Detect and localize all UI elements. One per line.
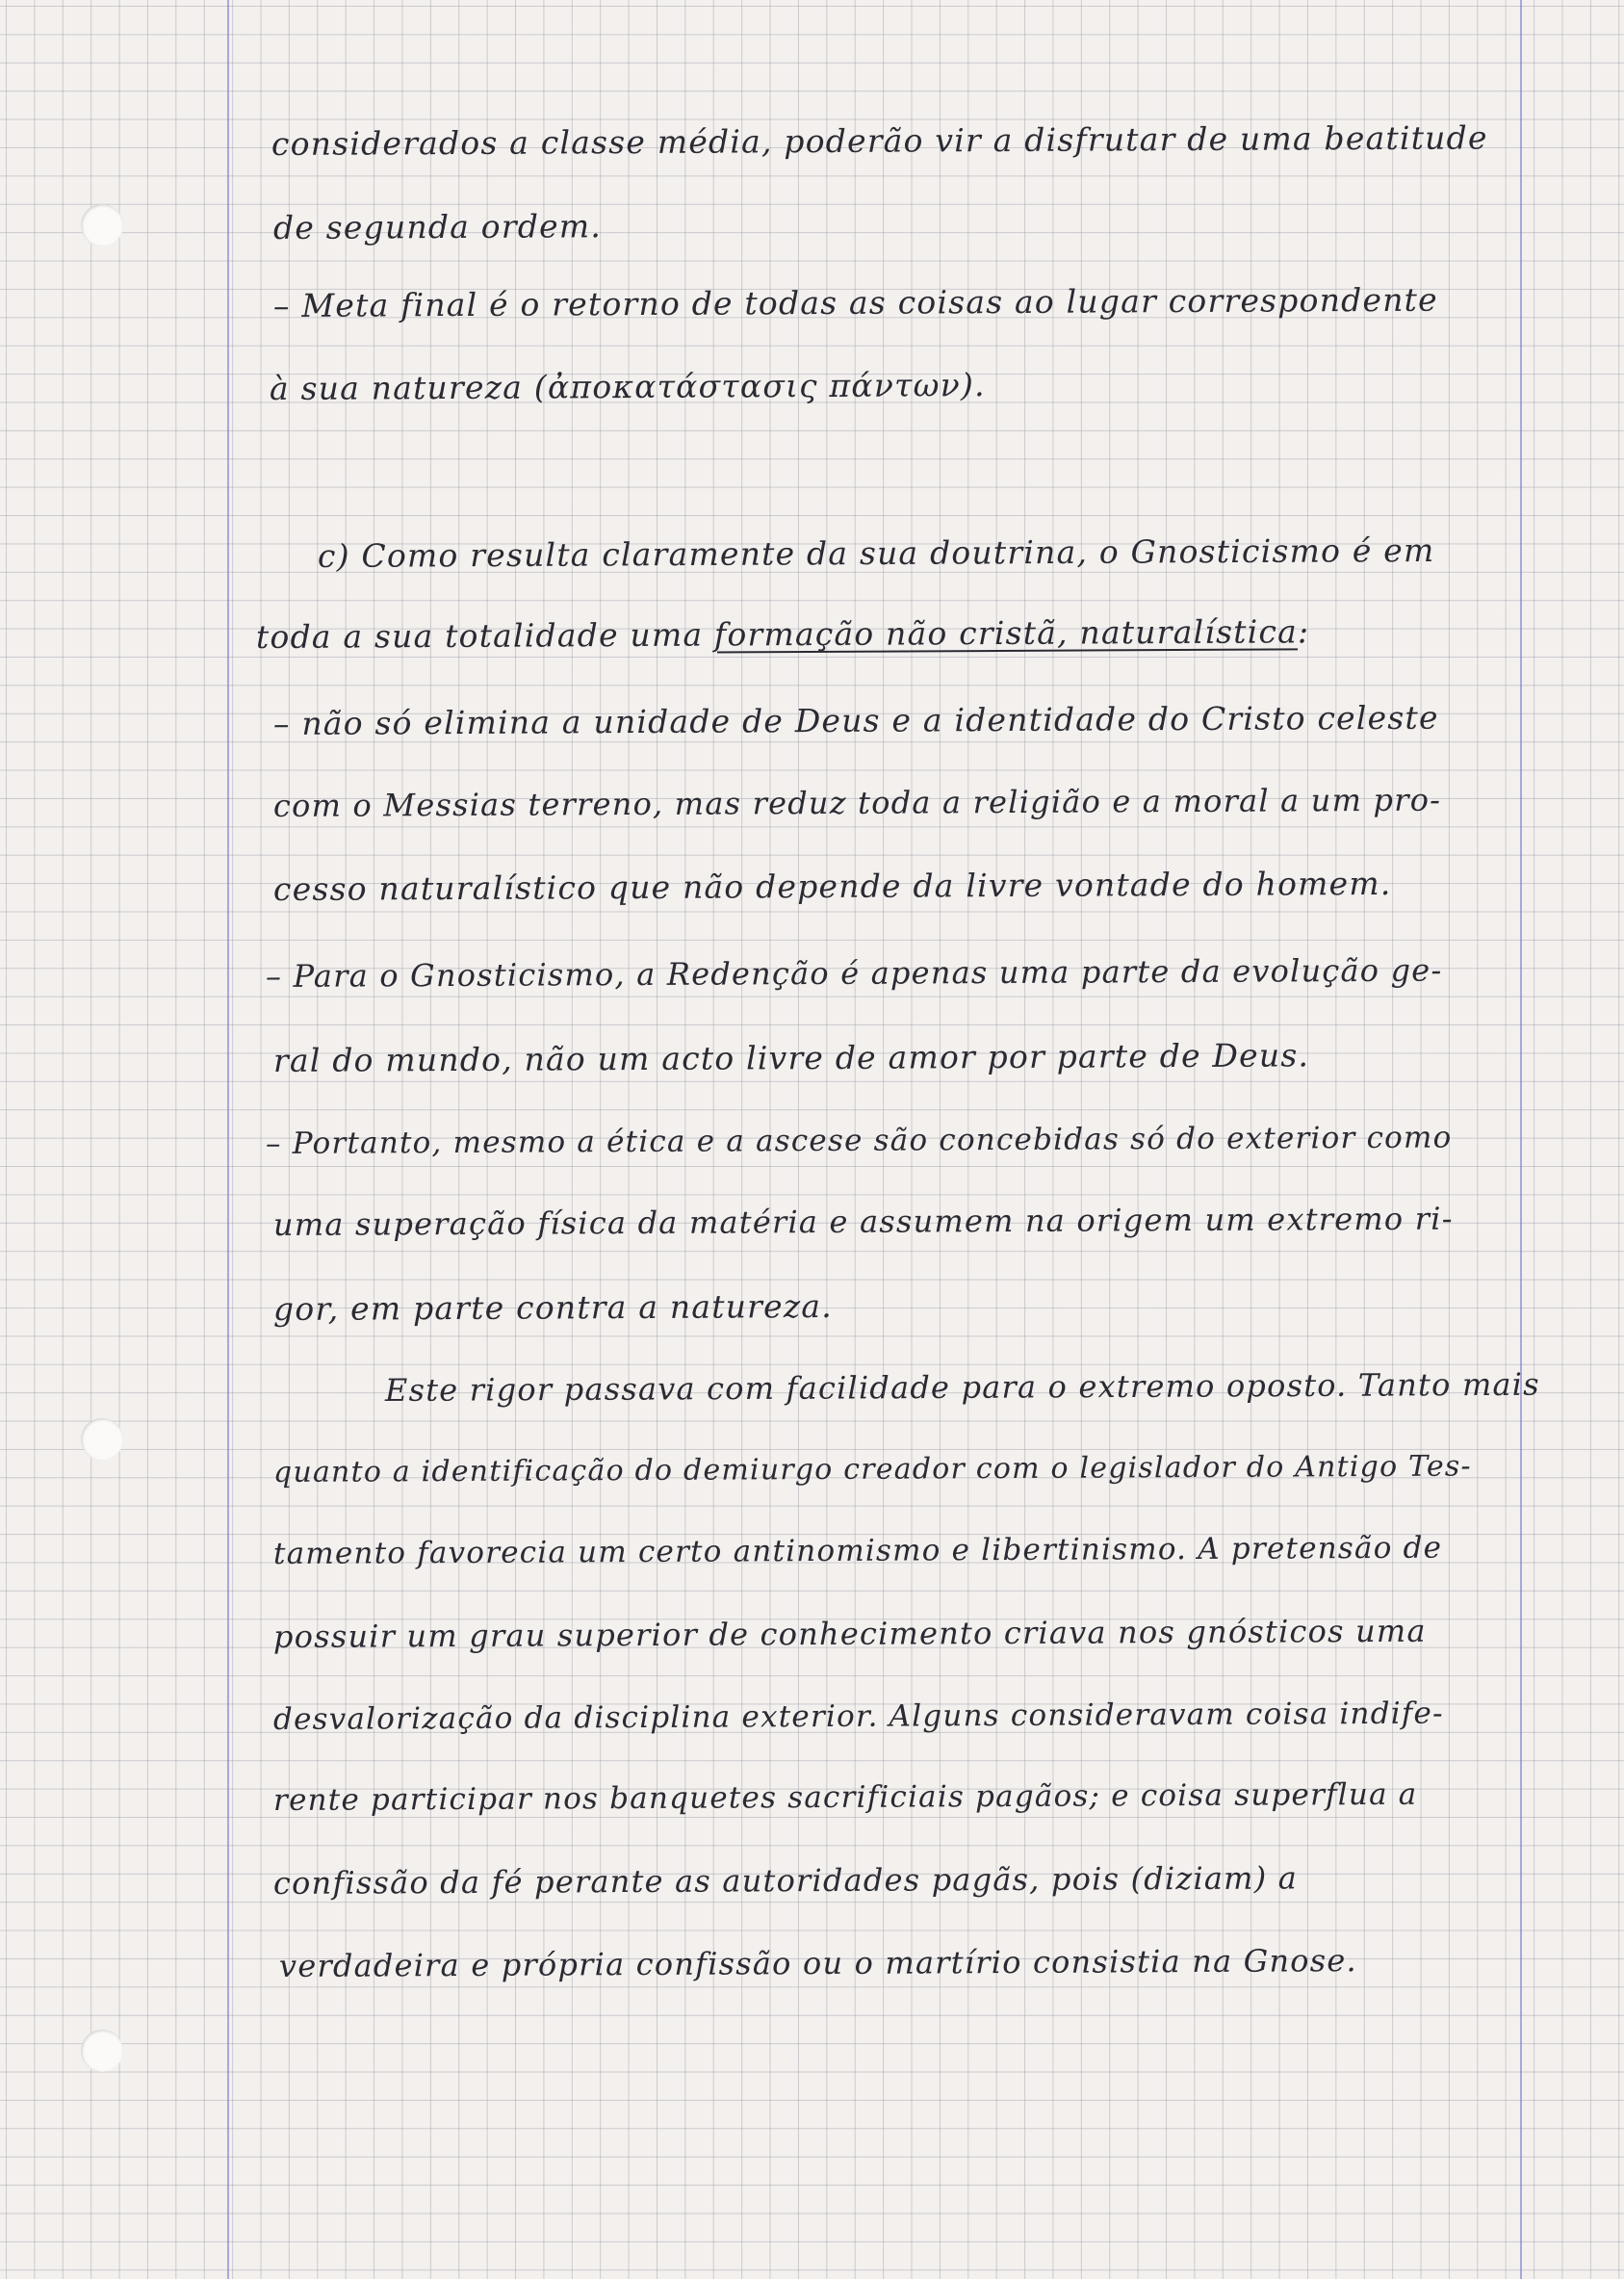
text-line (256, 610, 1310, 659)
text-line: à sua natureza (ἀποκατάστασις πάντων). (269, 366, 986, 407)
text-line: verdadeira e própria confissão ou o martírio consistia na Gnose. (278, 1942, 1357, 1984)
text-line: com o Messias terreno, mas reduz toda a religião e a moral a um pro- (272, 781, 1442, 824)
text-line: Este rigor passava com facilidade para o extremo oposto. Tanto mais (384, 1365, 1540, 1409)
text-line: confissão da fé perante as autoridades pagãs, pois (diziam) a (272, 1859, 1299, 1902)
text-line: – Portanto, mesmo a ética e a ascese são concebidas só do exterior como (265, 1120, 1453, 1161)
text-line: tamento favorecia um certo antinomismo e libertinismo. A pretensão de (272, 1530, 1443, 1571)
punch-hole (81, 2030, 123, 2072)
text-line: possuir um grau superior de conhecimento criava nos gnósticos uma (272, 1612, 1427, 1655)
right-margin-line (1520, 0, 1522, 2279)
punch-hole (81, 1418, 123, 1461)
text-segment: toda a sua totalidade uma (255, 615, 704, 656)
underlined-phrase: formação não cristã, naturalística (713, 612, 1299, 654)
left-margin-line (227, 0, 229, 2279)
text-line: – Para o Gnosticismo, a Redenção é apenas uma parte da evolução ge- (265, 951, 1443, 995)
text-line: – não só elimina a unidade de Deus e a identidade do Cristo celeste (272, 698, 1439, 742)
text-line: uma superação física da matéria e assumem na origem um extremo ri- (272, 1200, 1454, 1243)
text-line: rente participar nos banquetes sacrificiais pagãos; e coisa superflua a (272, 1776, 1418, 1818)
punch-hole (81, 204, 123, 246)
text-line: considerados a classe média, poderão vir a disfrutar de uma beatitude (271, 118, 1488, 163)
text-line: ral do mundo, não um acto livre de amor por parte de Deus. (272, 1036, 1310, 1079)
text-line: – Meta final é o retorno de todas as coisas ao lugar correspondente (272, 280, 1438, 324)
text-line: desvalorização da disciplina exterior. Alguns consideravam coisa indife- (272, 1696, 1444, 1737)
text-line: de segunda ordem. (272, 207, 603, 246)
text-line: cesso naturalístico que não depende da livre vontade do homem. (272, 864, 1392, 908)
text-line: quanto a identificação do demiurgo creador com o legislador do Antigo Tes- (272, 1449, 1472, 1489)
text-line: gor, em parte contra a natureza. (272, 1286, 834, 1328)
text-line: c) Como resulta claramente da sua doutrina, o Gnosticismo é em (317, 531, 1435, 575)
text-segment: : (1297, 612, 1310, 651)
